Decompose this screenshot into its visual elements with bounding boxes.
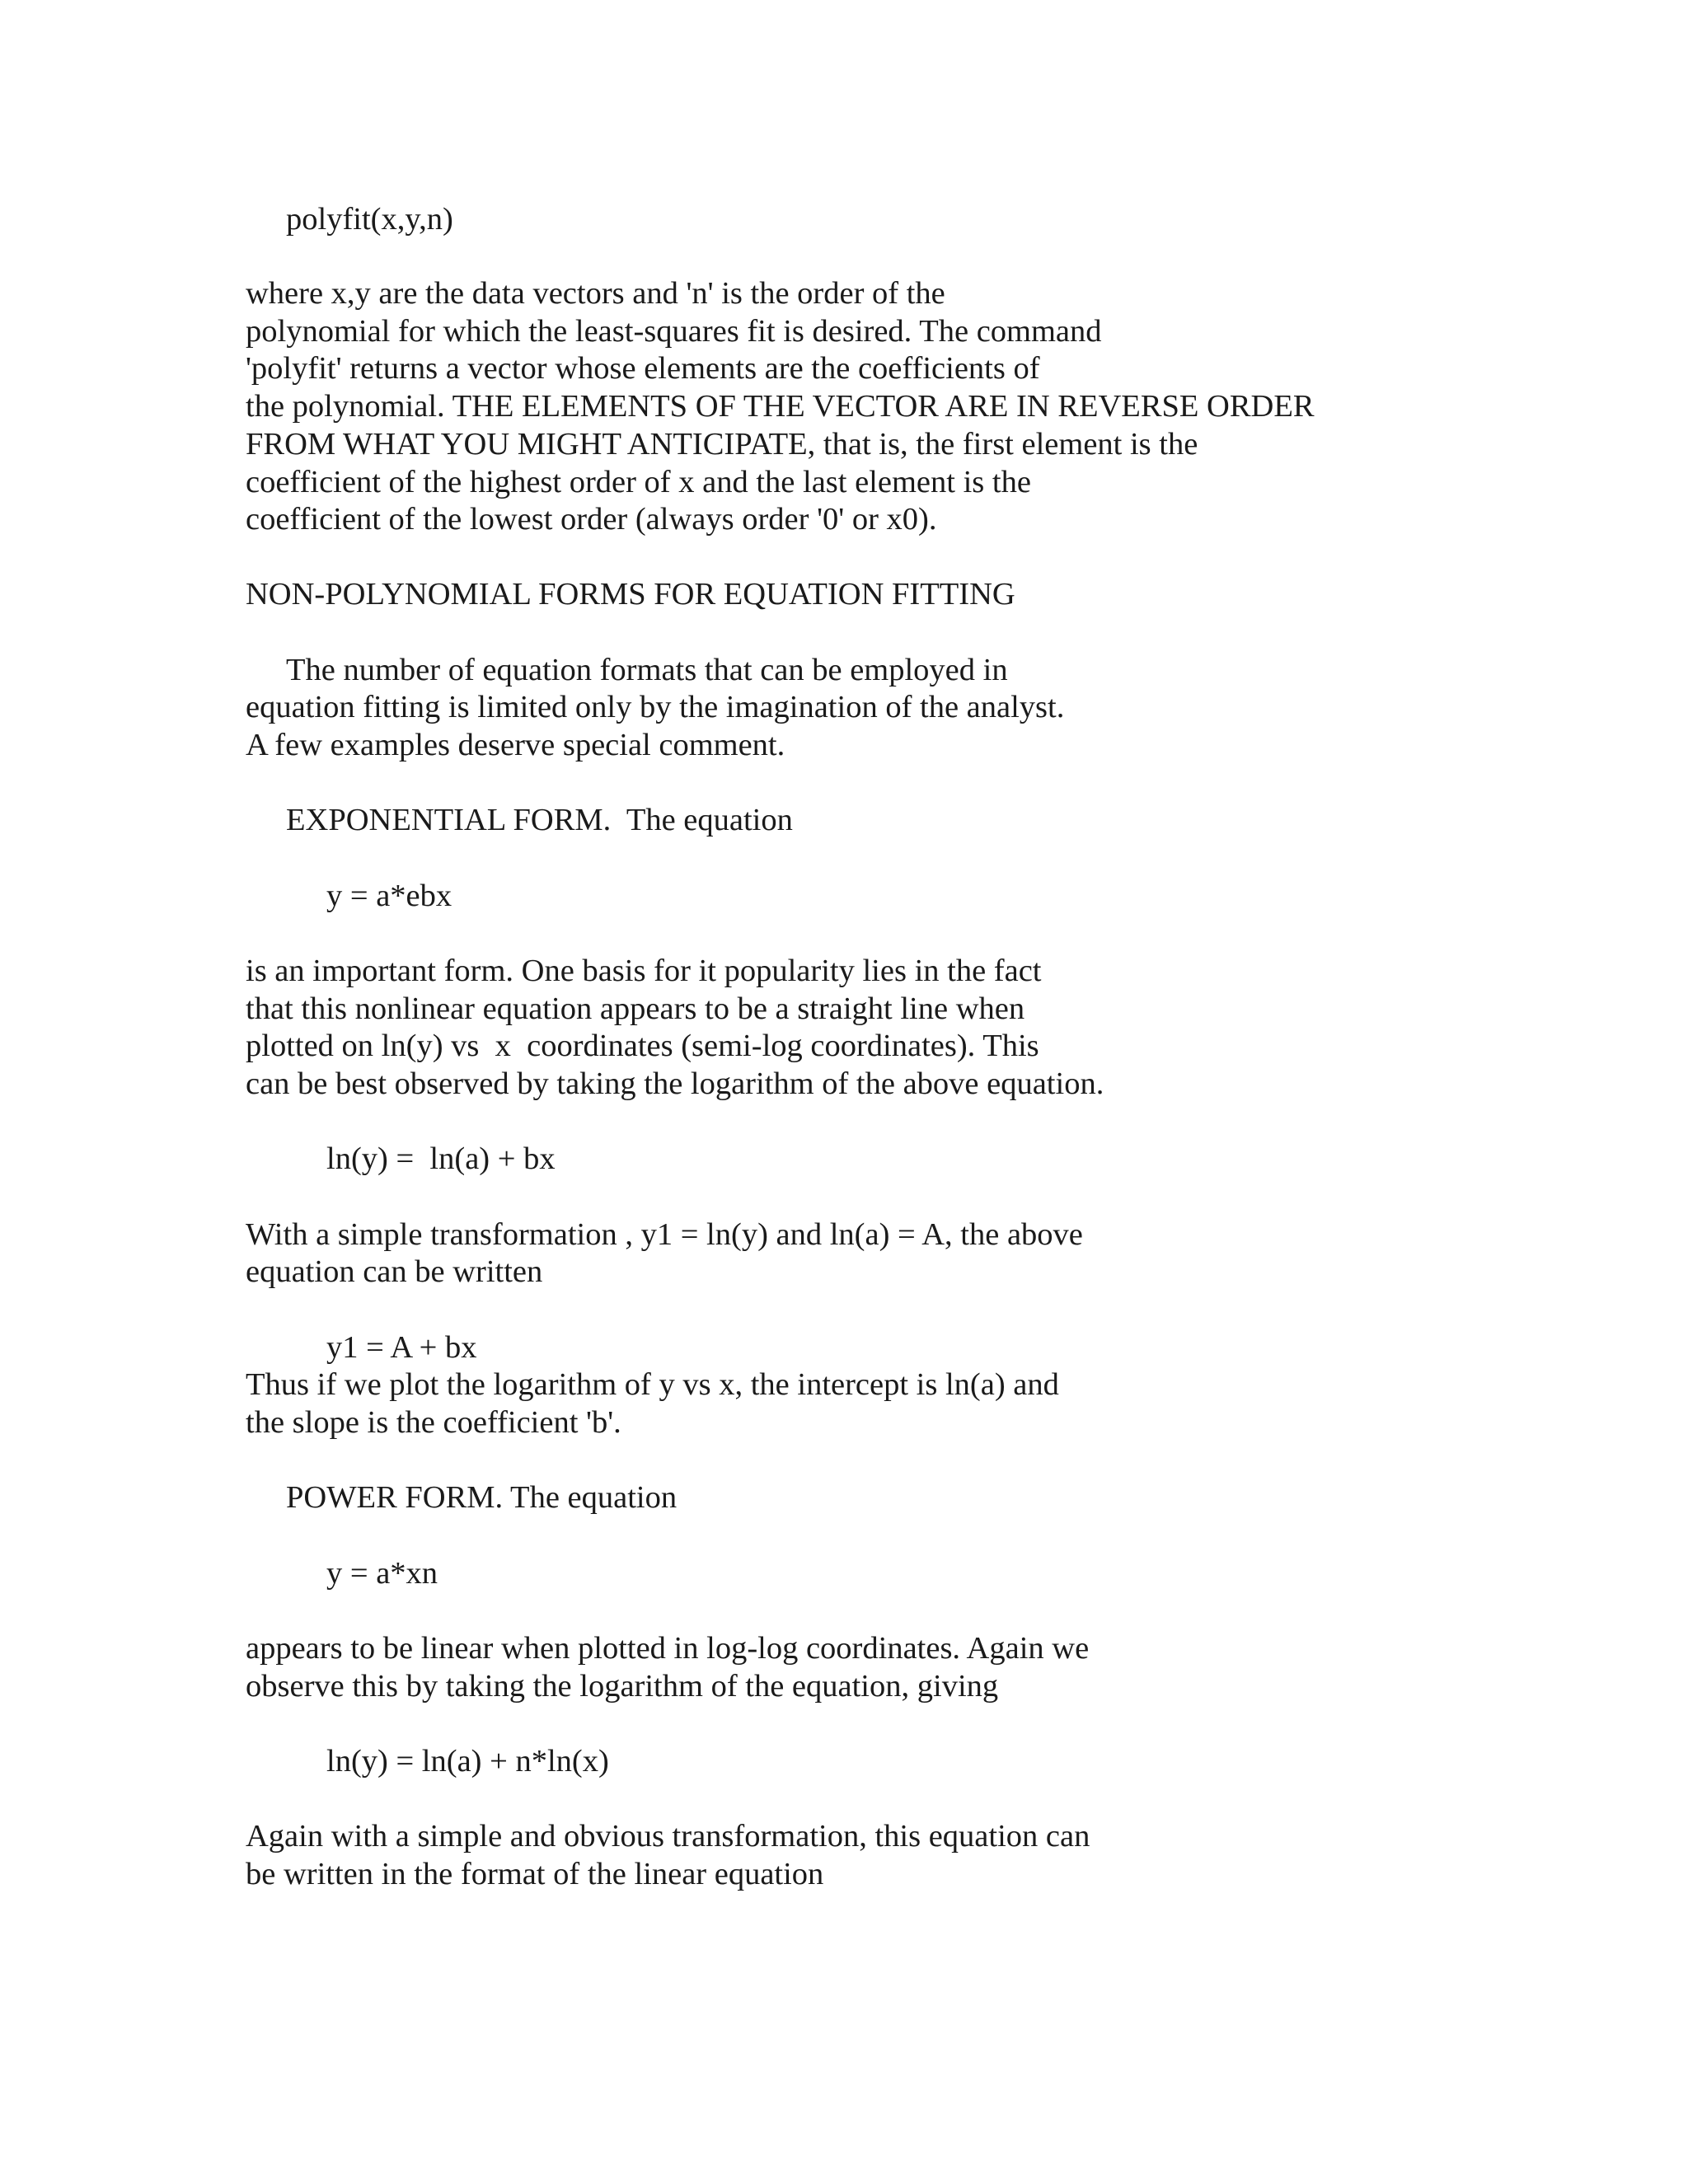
code-line: polyfit(x,y,n) <box>286 202 453 237</box>
text-line: A few examples deserve special comment. <box>246 728 785 762</box>
text-line: the polynomial. THE ELEMENTS OF THE VECTOR ARE IN REVERSE ORDER <box>246 389 1315 424</box>
text-line: is an important form. One basis for it popularity lies in the fact <box>246 954 1042 988</box>
text-line: FROM WHAT YOU MIGHT ANTICIPATE, that is, the first element is the <box>246 427 1198 462</box>
text-line: Thus if we plot the logarithm of y vs x, the intercept is ln(a) and <box>246 1367 1059 1402</box>
equation-power: y = a*xn <box>326 1556 438 1591</box>
text-line: where x,y are the data vectors and 'n' is the order of the <box>246 276 945 311</box>
equation-linear: y1 = A + bx <box>326 1330 477 1365</box>
text-line: polynomial for which the least-squares fit is desired. The command <box>246 314 1102 349</box>
text-line: can be best observed by taking the logarithm of the above equation. <box>246 1066 1104 1101</box>
text-line: equation fitting is limited only by the imagination of the analyst. <box>246 690 1065 724</box>
text-line: be written in the format of the linear equation <box>246 1857 824 1891</box>
text-line: coefficient of the highest order of x and the last element is the <box>246 465 1031 499</box>
equation-log: ln(y) = ln(a) + bx <box>326 1141 556 1176</box>
text-line: that this nonlinear equation appears to be a straight line when <box>246 991 1025 1026</box>
equation-exponential: y = a*ebx <box>326 879 452 913</box>
exponential-form-heading: EXPONENTIAL FORM. The equation <box>286 803 793 837</box>
text-line: appears to be linear when plotted in log-log coordinates. Again we <box>246 1631 1090 1666</box>
text-line: observe this by taking the logarithm of the equation, giving <box>246 1669 999 1704</box>
text-line: coefficient of the lowest order (always order '0' or x0). <box>246 502 937 537</box>
power-form-heading: POWER FORM. The equation <box>286 1480 678 1515</box>
text-line: equation can be written <box>246 1254 543 1289</box>
text-line: plotted on ln(y) vs x coordinates (semi-log coordinates). This <box>246 1029 1039 1063</box>
text-line: With a simple transformation , y1 = ln(y) and ln(a) = A, the above <box>246 1217 1083 1252</box>
text-line: Again with a simple and obvious transformation, this equation can <box>246 1819 1090 1854</box>
text-line: the slope is the coefficient 'b'. <box>246 1405 621 1440</box>
text-line: 'polyfit' returns a vector whose elements are the coefficients of <box>246 351 1040 386</box>
section-heading: NON-POLYNOMIAL FORMS FOR EQUATION FITTING <box>246 577 1015 612</box>
text-line: The number of equation formats that can be employed in <box>286 653 1008 687</box>
equation-power-log: ln(y) = ln(a) + n*ln(x) <box>326 1744 609 1779</box>
